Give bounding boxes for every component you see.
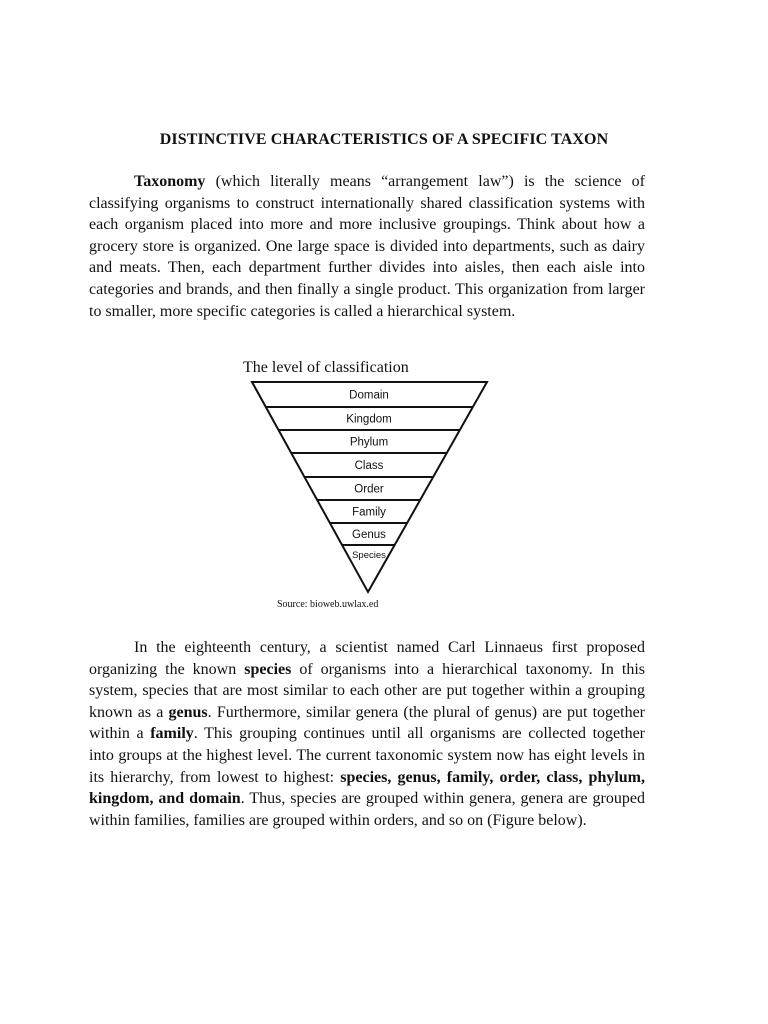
level-label-kingdom: Kingdom bbox=[346, 413, 392, 426]
level-label-domain: Domain bbox=[349, 389, 389, 402]
intro-paragraph bbox=[89, 171, 645, 322]
p2-text-4: . This grouping continues until all organisms are collected together into groups at the highest level. The current taxonomic system now has eight levels in its hierarchy, from lowest to highest: bbox=[89, 725, 645, 786]
p2-text-5: . Thus, species are grouped within genera, genera are grouped within families, families are grouped within orders, and so on (Figure below). bbox=[89, 790, 645, 829]
figure-source: Source: bioweb.uwlax.ed bbox=[277, 599, 379, 610]
p2-text-1: In the eighteenth century, a scientist named Carl Linnaeus first proposed organizing the known bbox=[89, 639, 645, 678]
level-label-family: Family bbox=[352, 506, 386, 519]
intro-text: (which literally means “arrangement law”) is the science of classifying organisms to construct internationally shared classification systems with each organism placed into more and more inclusive groupings. Think about how a grocery store is organized. One large space is divided into departments, such as dairy and meats. Then, each department further divides into aisles, then each aisle into categories and brands, and then finally a single product. This organization from larger to smaller, more specific categories is called a hierarchical system. bbox=[89, 173, 645, 320]
p2-text-2: of organisms into a hierarchical taxonomy. In this system, species that are most similar to each other are put together within a grouping known as a bbox=[89, 660, 646, 721]
term-level-list: species, genus, family, order, class, phylum, kingdom, and domain bbox=[89, 768, 646, 808]
p2-text-3: . Furthermore, similar genera (the plural of genus) are put together within a bbox=[89, 703, 646, 743]
level-label-species: Species bbox=[352, 550, 386, 561]
level-label-order: Order bbox=[354, 483, 384, 496]
term-taxonomy: Taxonomy bbox=[134, 173, 206, 190]
linnaeus-paragraph bbox=[89, 637, 645, 831]
classification-pyramid bbox=[250, 380, 490, 596]
level-label-genus: Genus bbox=[352, 529, 386, 541]
page-title: DISTINCTIVE CHARACTERISTICS OF A SPECIFIC TAXON bbox=[159, 131, 609, 148]
level-label-phylum: Phylum bbox=[349, 436, 389, 449]
term-genus: genus bbox=[168, 703, 208, 721]
level-label-class: Class bbox=[354, 460, 384, 472]
term-species: species bbox=[244, 660, 292, 678]
figure-caption: The level of classification bbox=[243, 359, 409, 376]
term-family: family bbox=[150, 725, 194, 743]
